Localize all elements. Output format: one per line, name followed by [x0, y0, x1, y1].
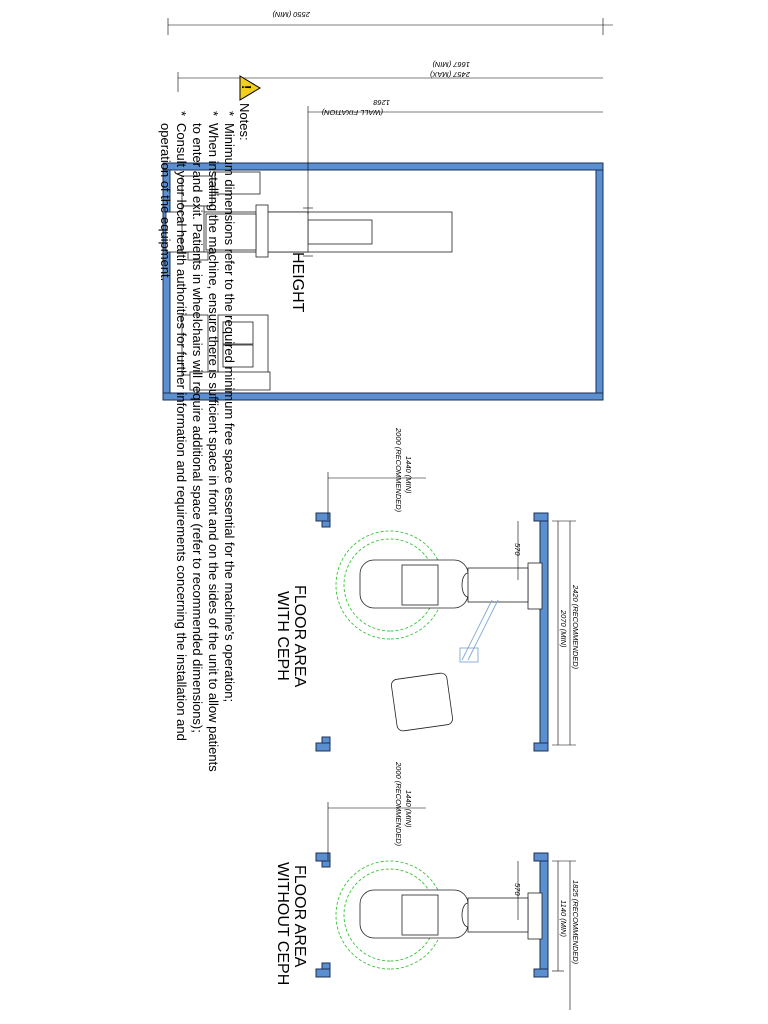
ceph-dim-2070-min: 2070 (MIN) [559, 610, 568, 648]
note-line-4: Consult your local health authorities for further information and requirements concerning the installation and [174, 123, 189, 741]
no-ceph-dim-1440-min: 1440 (MIN) [404, 790, 413, 828]
floor-with-ceph [274, 427, 580, 751]
height-title: HEIGHT [289, 252, 306, 313]
note-line-3: to enter and exit. Patients in wheelchairs will require additional space (refer to recommended dimensions); [190, 123, 205, 733]
no-ceph-dim-1140-min: 1140 (MIN) [559, 900, 568, 937]
warning-exclamation-icon: ! [239, 85, 254, 90]
ceph-dim-1440-min: 1440 (MIN) [404, 456, 413, 494]
note-bullet-1: * [222, 111, 237, 117]
dim-2457-max: 2457 (MAX) [429, 70, 470, 79]
floor-without-ceph [274, 761, 580, 1010]
no-ceph-title-line2: WITHOUT CEPH [274, 862, 291, 986]
notes-heading: Notes: [237, 103, 252, 141]
no-ceph-title-line1: FLOOR AREA [291, 865, 308, 968]
no-ceph-dim-2000-rec: 2000 (RECOMMENDED) [394, 762, 403, 847]
ceph-dim-570: 570 [513, 543, 522, 556]
no-ceph-dim-570: 570 [513, 883, 522, 896]
note-line-1: Minimum dimensions refer to the required minimum free space essential for the machine's operation; [222, 123, 237, 703]
dim-wall-fixation: (WALL FIXATION) [321, 108, 383, 117]
note-line-2: When installing the machine, ensure there is sufficient space in front and on the sides of the unit to allow patients [206, 123, 221, 772]
ceiling-bar [596, 163, 603, 400]
ceph-dim-2420-rec: 2420 (RECOMMENDED) [571, 585, 580, 670]
ceph-title-line2: WITH CEPH [274, 591, 291, 681]
note-bullet-3: * [174, 111, 189, 117]
dim-2550-min: 2550 (MIN) [272, 10, 310, 19]
dim-1268: 1268 [373, 98, 390, 107]
ceph-dim-2000-rec: 2000 (RECOMMENDED) [394, 428, 403, 513]
no-ceph-dim-1825-rec: 1825 (RECOMMENDED) [571, 880, 580, 965]
dim-1667-min: 1667 (MIN) [432, 60, 470, 69]
note-line-5: operation of the equipment. [158, 123, 173, 282]
ceph-title-line1: FLOOR AREA [291, 585, 308, 688]
note-bullet-2: * [206, 111, 221, 117]
